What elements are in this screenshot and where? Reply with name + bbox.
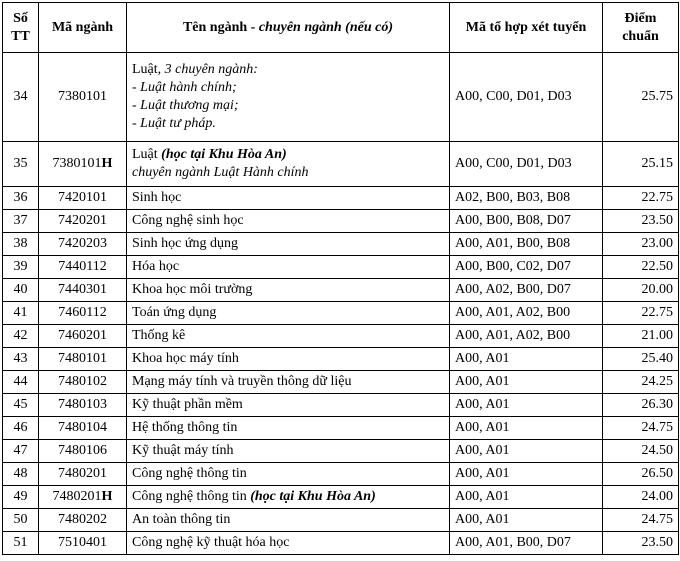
cell-name: Sinh học ứng dụng	[127, 233, 450, 256]
cell-stt: 49	[3, 486, 39, 509]
table-row	[3, 233, 679, 256]
table-row	[3, 279, 679, 302]
header-score-line2: chuẩn	[622, 28, 659, 44]
cell-name-bold-italic: (học tại Khu Hòa An)	[250, 489, 376, 504]
cell-code: 7380101	[39, 53, 127, 142]
cell-combo: A00, A01	[450, 463, 603, 486]
table-row	[3, 417, 679, 440]
cell-code: 7420201	[39, 210, 127, 233]
header-row	[3, 3, 679, 53]
cell-stt: 44	[3, 371, 39, 394]
cell-combo: A00, A01	[450, 348, 603, 371]
table-row	[3, 348, 679, 371]
cell-name: Thống kê	[127, 325, 450, 348]
cell-stt: 40	[3, 279, 39, 302]
cell-name: Kỹ thuật phần mềm	[127, 394, 450, 417]
cell-stt: 34	[3, 53, 39, 142]
cell-name: Khoa học môi trường	[127, 279, 450, 302]
cell-combo: A00, C00, D01, D03	[450, 53, 603, 142]
table-row	[3, 509, 679, 532]
cell-name: Công nghệ thông tin	[127, 463, 450, 486]
cell-name-bold-italic: (học tại Khu Hòa An)	[161, 147, 287, 162]
table-row	[3, 532, 679, 555]
cell-combo: A00, A01	[450, 486, 603, 509]
cell-code-main: 7480201	[52, 489, 102, 504]
header-name-plain: Tên ngành -	[182, 19, 259, 35]
cell-combo: A00, A02, B00, D07	[450, 279, 603, 302]
table-row	[3, 463, 679, 486]
cell-code	[39, 142, 127, 187]
cell-name: An toàn thông tin	[127, 509, 450, 532]
table-row	[3, 142, 679, 187]
header-combo: Mã tổ hợp xét tuyển	[450, 3, 603, 53]
cell-name-sub: - Luật thương mại;	[132, 98, 239, 113]
cell-code: 7420101	[39, 187, 127, 210]
cell-score: 22.50	[603, 256, 679, 279]
cell-score: 24.75	[603, 509, 679, 532]
header-score-line1: Điểm	[624, 10, 657, 26]
cell-stt: 35	[3, 142, 39, 187]
cell-code: 7480103	[39, 394, 127, 417]
cell-name-sub: - Luật tư pháp.	[132, 116, 216, 131]
cell-stt: 41	[3, 302, 39, 325]
cell-score: 23.50	[603, 532, 679, 555]
cell-name: Công nghệ kỹ thuật hóa học	[127, 532, 450, 555]
cell-stt: 42	[3, 325, 39, 348]
cell-name-italic: 3 chuyên ngành:	[164, 62, 258, 77]
cell-stt: 43	[3, 348, 39, 371]
cell-combo: A00, A01, A02, B00	[450, 325, 603, 348]
cell-combo: A00, A01, B00, D07	[450, 532, 603, 555]
cell-name-line1	[132, 61, 444, 79]
cell-name-line2: chuyên ngành Luật Hành chính	[132, 165, 309, 180]
cell-name-line1	[132, 146, 444, 164]
cell-score: 24.25	[603, 371, 679, 394]
cell-code: 7480101	[39, 348, 127, 371]
cell-combo: A00, B00, B08, D07	[450, 210, 603, 233]
cell-stt: 50	[3, 509, 39, 532]
cell-name	[127, 486, 450, 509]
cell-stt: 39	[3, 256, 39, 279]
cell-code: 7420203	[39, 233, 127, 256]
cell-combo: A00, A01	[450, 394, 603, 417]
cell-score: 23.00	[603, 233, 679, 256]
cell-score: 26.50	[603, 463, 679, 486]
cell-code: 7460112	[39, 302, 127, 325]
cell-name: Mạng máy tính và truyền thông dữ liệu	[127, 371, 450, 394]
header-name	[127, 3, 450, 53]
cell-code: 7480106	[39, 440, 127, 463]
cell-combo: A00, A01	[450, 509, 603, 532]
cell-stt: 51	[3, 532, 39, 555]
cell-stt: 37	[3, 210, 39, 233]
table-row	[3, 210, 679, 233]
cell-score: 25.15	[603, 142, 679, 187]
cell-score: 26.30	[603, 394, 679, 417]
table-row	[3, 187, 679, 210]
table-row	[3, 486, 679, 509]
cell-combo: A00, A01	[450, 440, 603, 463]
cell-combo: A00, A01, A02, B00	[450, 302, 603, 325]
cell-code: 7480201	[39, 463, 127, 486]
table-row	[3, 53, 679, 142]
cell-name-plain: Công nghệ thông tin	[132, 489, 251, 504]
cell-name: Toán ứng dụng	[127, 302, 450, 325]
table-row	[3, 440, 679, 463]
cell-combo: A00, A01	[450, 417, 603, 440]
cell-code: 7440301	[39, 279, 127, 302]
header-stt-line2: TT	[11, 28, 30, 44]
header-score	[603, 3, 679, 53]
cell-score: 24.50	[603, 440, 679, 463]
cell-combo: A00, B00, C02, D07	[450, 256, 603, 279]
cell-score: 24.75	[603, 417, 679, 440]
cell-combo: A00, A01	[450, 371, 603, 394]
cell-code: 7480102	[39, 371, 127, 394]
table-row	[3, 325, 679, 348]
cell-stt: 38	[3, 233, 39, 256]
admission-score-table	[2, 2, 679, 555]
cell-stt: 45	[3, 394, 39, 417]
cell-name: Sinh học	[127, 187, 450, 210]
header-code: Mã ngành	[39, 3, 127, 53]
cell-code: 7480202	[39, 509, 127, 532]
cell-score: 20.00	[603, 279, 679, 302]
cell-code	[39, 486, 127, 509]
cell-score: 23.50	[603, 210, 679, 233]
header-stt	[3, 3, 39, 53]
cell-combo: A02, B00, B03, B08	[450, 187, 603, 210]
table-row	[3, 394, 679, 417]
table-row	[3, 302, 679, 325]
cell-code: 7440112	[39, 256, 127, 279]
cell-combo: A00, A01, B00, B08	[450, 233, 603, 256]
cell-score: 24.00	[603, 486, 679, 509]
cell-combo: A00, C00, D01, D03	[450, 142, 603, 187]
cell-score: 22.75	[603, 302, 679, 325]
header-stt-line1: Số	[13, 10, 28, 26]
cell-score: 22.75	[603, 187, 679, 210]
cell-code-main: 7380101	[52, 156, 102, 171]
cell-name: Công nghệ sinh học	[127, 210, 450, 233]
cell-name: Khoa học máy tính	[127, 348, 450, 371]
cell-name-sub: - Luật hành chính;	[132, 80, 237, 95]
cell-code-suffix: H	[101, 156, 113, 171]
cell-score: 21.00	[603, 325, 679, 348]
cell-stt: 47	[3, 440, 39, 463]
header-name-italic: chuyên ngành (nếu có)	[258, 19, 394, 35]
cell-stt: 48	[3, 463, 39, 486]
cell-stt: 36	[3, 187, 39, 210]
cell-score: 25.75	[603, 53, 679, 142]
cell-name-plain: Luật	[132, 147, 162, 162]
cell-code: 7460201	[39, 325, 127, 348]
cell-code-suffix: H	[101, 489, 113, 504]
cell-name: Hóa học	[127, 256, 450, 279]
cell-name	[127, 53, 450, 142]
cell-score: 25.40	[603, 348, 679, 371]
cell-name-plain: Luật,	[132, 62, 165, 77]
cell-name: Hệ thống thông tin	[127, 417, 450, 440]
cell-code: 7480104	[39, 417, 127, 440]
table-row	[3, 256, 679, 279]
cell-name	[127, 142, 450, 187]
cell-name: Kỹ thuật máy tính	[127, 440, 450, 463]
table-row	[3, 371, 679, 394]
cell-code: 7510401	[39, 532, 127, 555]
cell-stt: 46	[3, 417, 39, 440]
